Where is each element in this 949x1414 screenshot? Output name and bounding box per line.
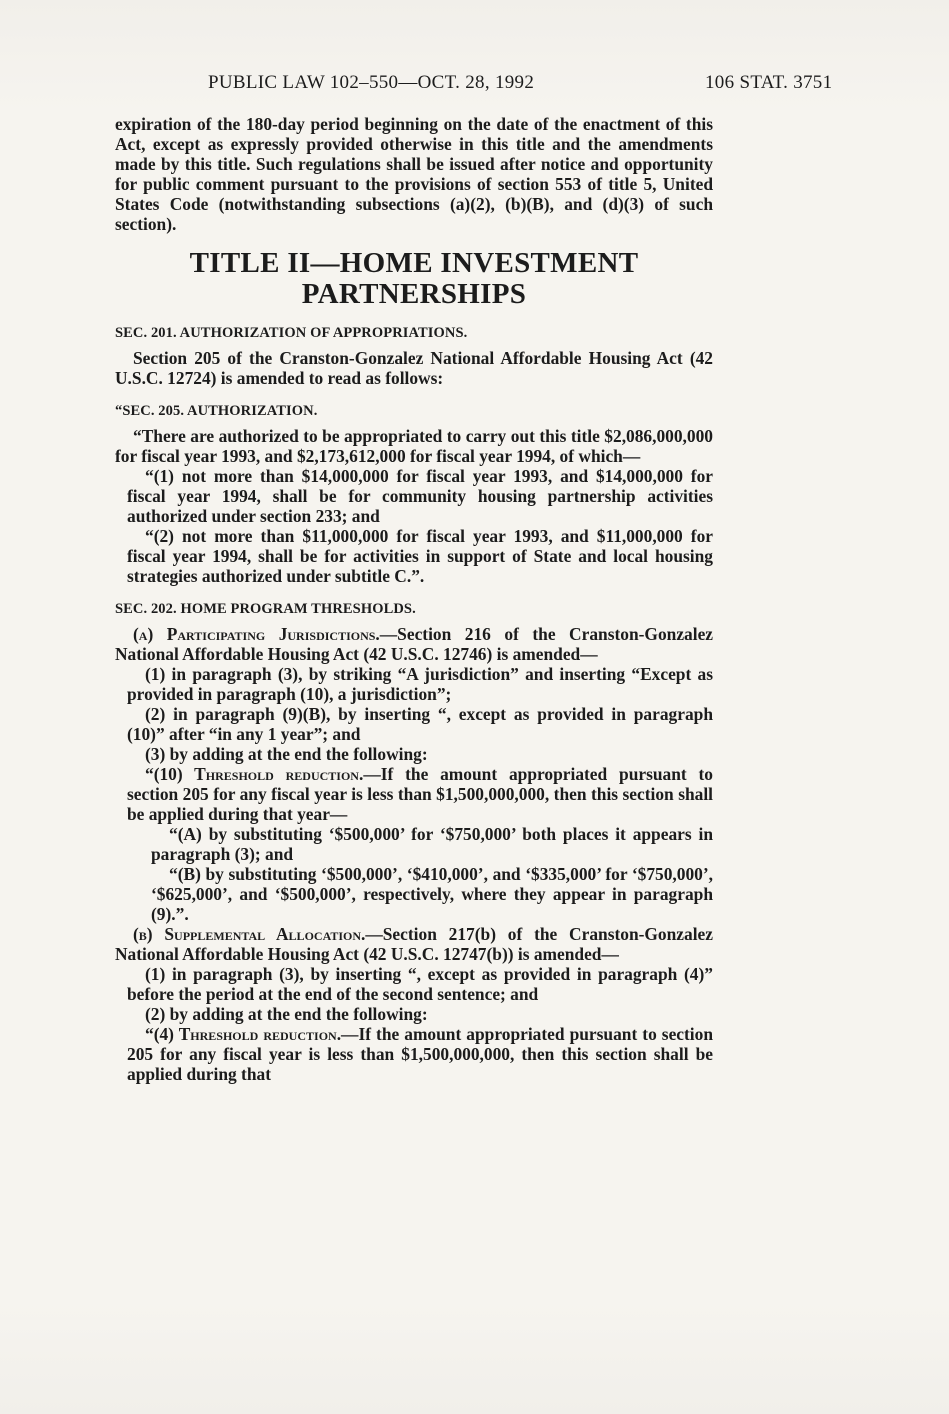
subsection-b-item-2: (2) by adding at the end the following:	[145, 1004, 428, 1024]
title-heading: TITLE II—HOME INVESTMENT PARTNERSHIPS	[189, 247, 639, 310]
subsection-b-label: (b) Supplemental Allocation.	[133, 924, 366, 944]
subsection-a-text: —Section 216 of the Cranston-Gonzalez National Affordable Housing Act (42 U.S.C. 12746) is amended—	[115, 624, 714, 664]
stat-page-number: 106 STAT. 3751	[705, 72, 833, 93]
paragraph-4-label: “(4) Threshold reduction.	[145, 1024, 342, 1044]
subsection-b	[115, 924, 713, 964]
section-205-item-2: “(2) not more than $11,000,000 for fiscal year 1993, and $11,000,000 for fiscal year 1994, shall be for activities in support of State and local housing strategies authorized under subtitle C.”.	[127, 526, 713, 586]
subsection-a-item-1: (1) in paragraph (3), by striking “A jurisdiction” and inserting “Except as provided in paragraph (10), a jurisdiction”;	[127, 664, 713, 704]
section-201-text: Section 205 of the Cranston-Gonzalez National Affordable Housing Act (42 U.S.C. 12724) is amended to read as follows:	[115, 348, 713, 388]
section-205-text: “There are authorized to be appropriated to carry out this title $2,086,000,000 for fiscal year 1993, and $2,173,612,000 for fiscal year 1994, of which—	[115, 426, 713, 466]
paragraph-10-label: “(10) Threshold reduction.	[145, 764, 364, 784]
paragraph-10-text: —If the amount appropriated pursuant to section 205 for any fiscal year is less than $1,500,000,000, then this section shall be applied during that year—	[127, 764, 713, 824]
subsection-a	[115, 624, 713, 664]
subsection-b-text: —Section 217(b) of the Cranston-Gonzalez National Affordable Housing Act (42 U.S.C. 12747(b)) is amended—	[115, 924, 713, 964]
paragraph-4	[115, 1024, 713, 1084]
page-body	[115, 114, 713, 1084]
paragraph-10-A: “(A) by substituting ‘$500,000’ for ‘$750,000’ both places it appears in paragraph (3); and	[151, 824, 713, 864]
page-header	[0, 72, 949, 98]
paragraph-10	[115, 764, 713, 824]
section-202-heading: SEC. 202. HOME PROGRAM THRESHOLDS.	[115, 601, 416, 617]
paragraph-4-text: —If the amount appropriated pursuant to section 205 for any fiscal year is less than $1,500,000,000, then this section shall be applied during that	[127, 1024, 713, 1084]
paragraph-10-B: “(B) by substituting ‘$500,000’, ‘$410,000’, and ‘$335,000’ for ‘$750,000’, ‘$625,000’, and ‘$500,000’, respectively, where they appear in paragraph (9).”.	[151, 864, 713, 924]
section-201-heading: SEC. 201. AUTHORIZATION OF APPROPRIATIONS.	[115, 325, 468, 341]
subsection-a-item-3: (3) by adding at the end the following:	[145, 744, 428, 764]
subsection-b-item-1: (1) in paragraph (3), by inserting “, except as provided in paragraph (4)” before the period at the end of the second sentence; and	[127, 964, 713, 1004]
intro-paragraph: expiration of the 180-day period beginning on the date of the enactment of this Act, except as expressly provided otherwise in this title and the amendments made by this title. Such regulations shall be issued after notice and opportunity for public comment pursuant to the provisions of section 553 of title 5, United States Code (notwithstanding subsections (a)(2), (b)(B), and (d)(3) of such section).	[115, 114, 713, 234]
subsection-a-item-2: (2) in paragraph (9)(B), by inserting “, except as provided in paragraph (10)” after “in any 1 year”; and	[127, 704, 713, 744]
section-205-heading: “SEC. 205. AUTHORIZATION.	[115, 403, 318, 419]
section-205-item-1: “(1) not more than $14,000,000 for fiscal year 1993, and $14,000,000 for fiscal year 1994, shall be for community housing partnership activities authorized under section 233; and	[127, 466, 713, 526]
running-head: PUBLIC LAW 102–550—OCT. 28, 1992	[208, 72, 535, 93]
subsection-a-label: (a) Participating Jurisdictions.	[133, 624, 380, 644]
